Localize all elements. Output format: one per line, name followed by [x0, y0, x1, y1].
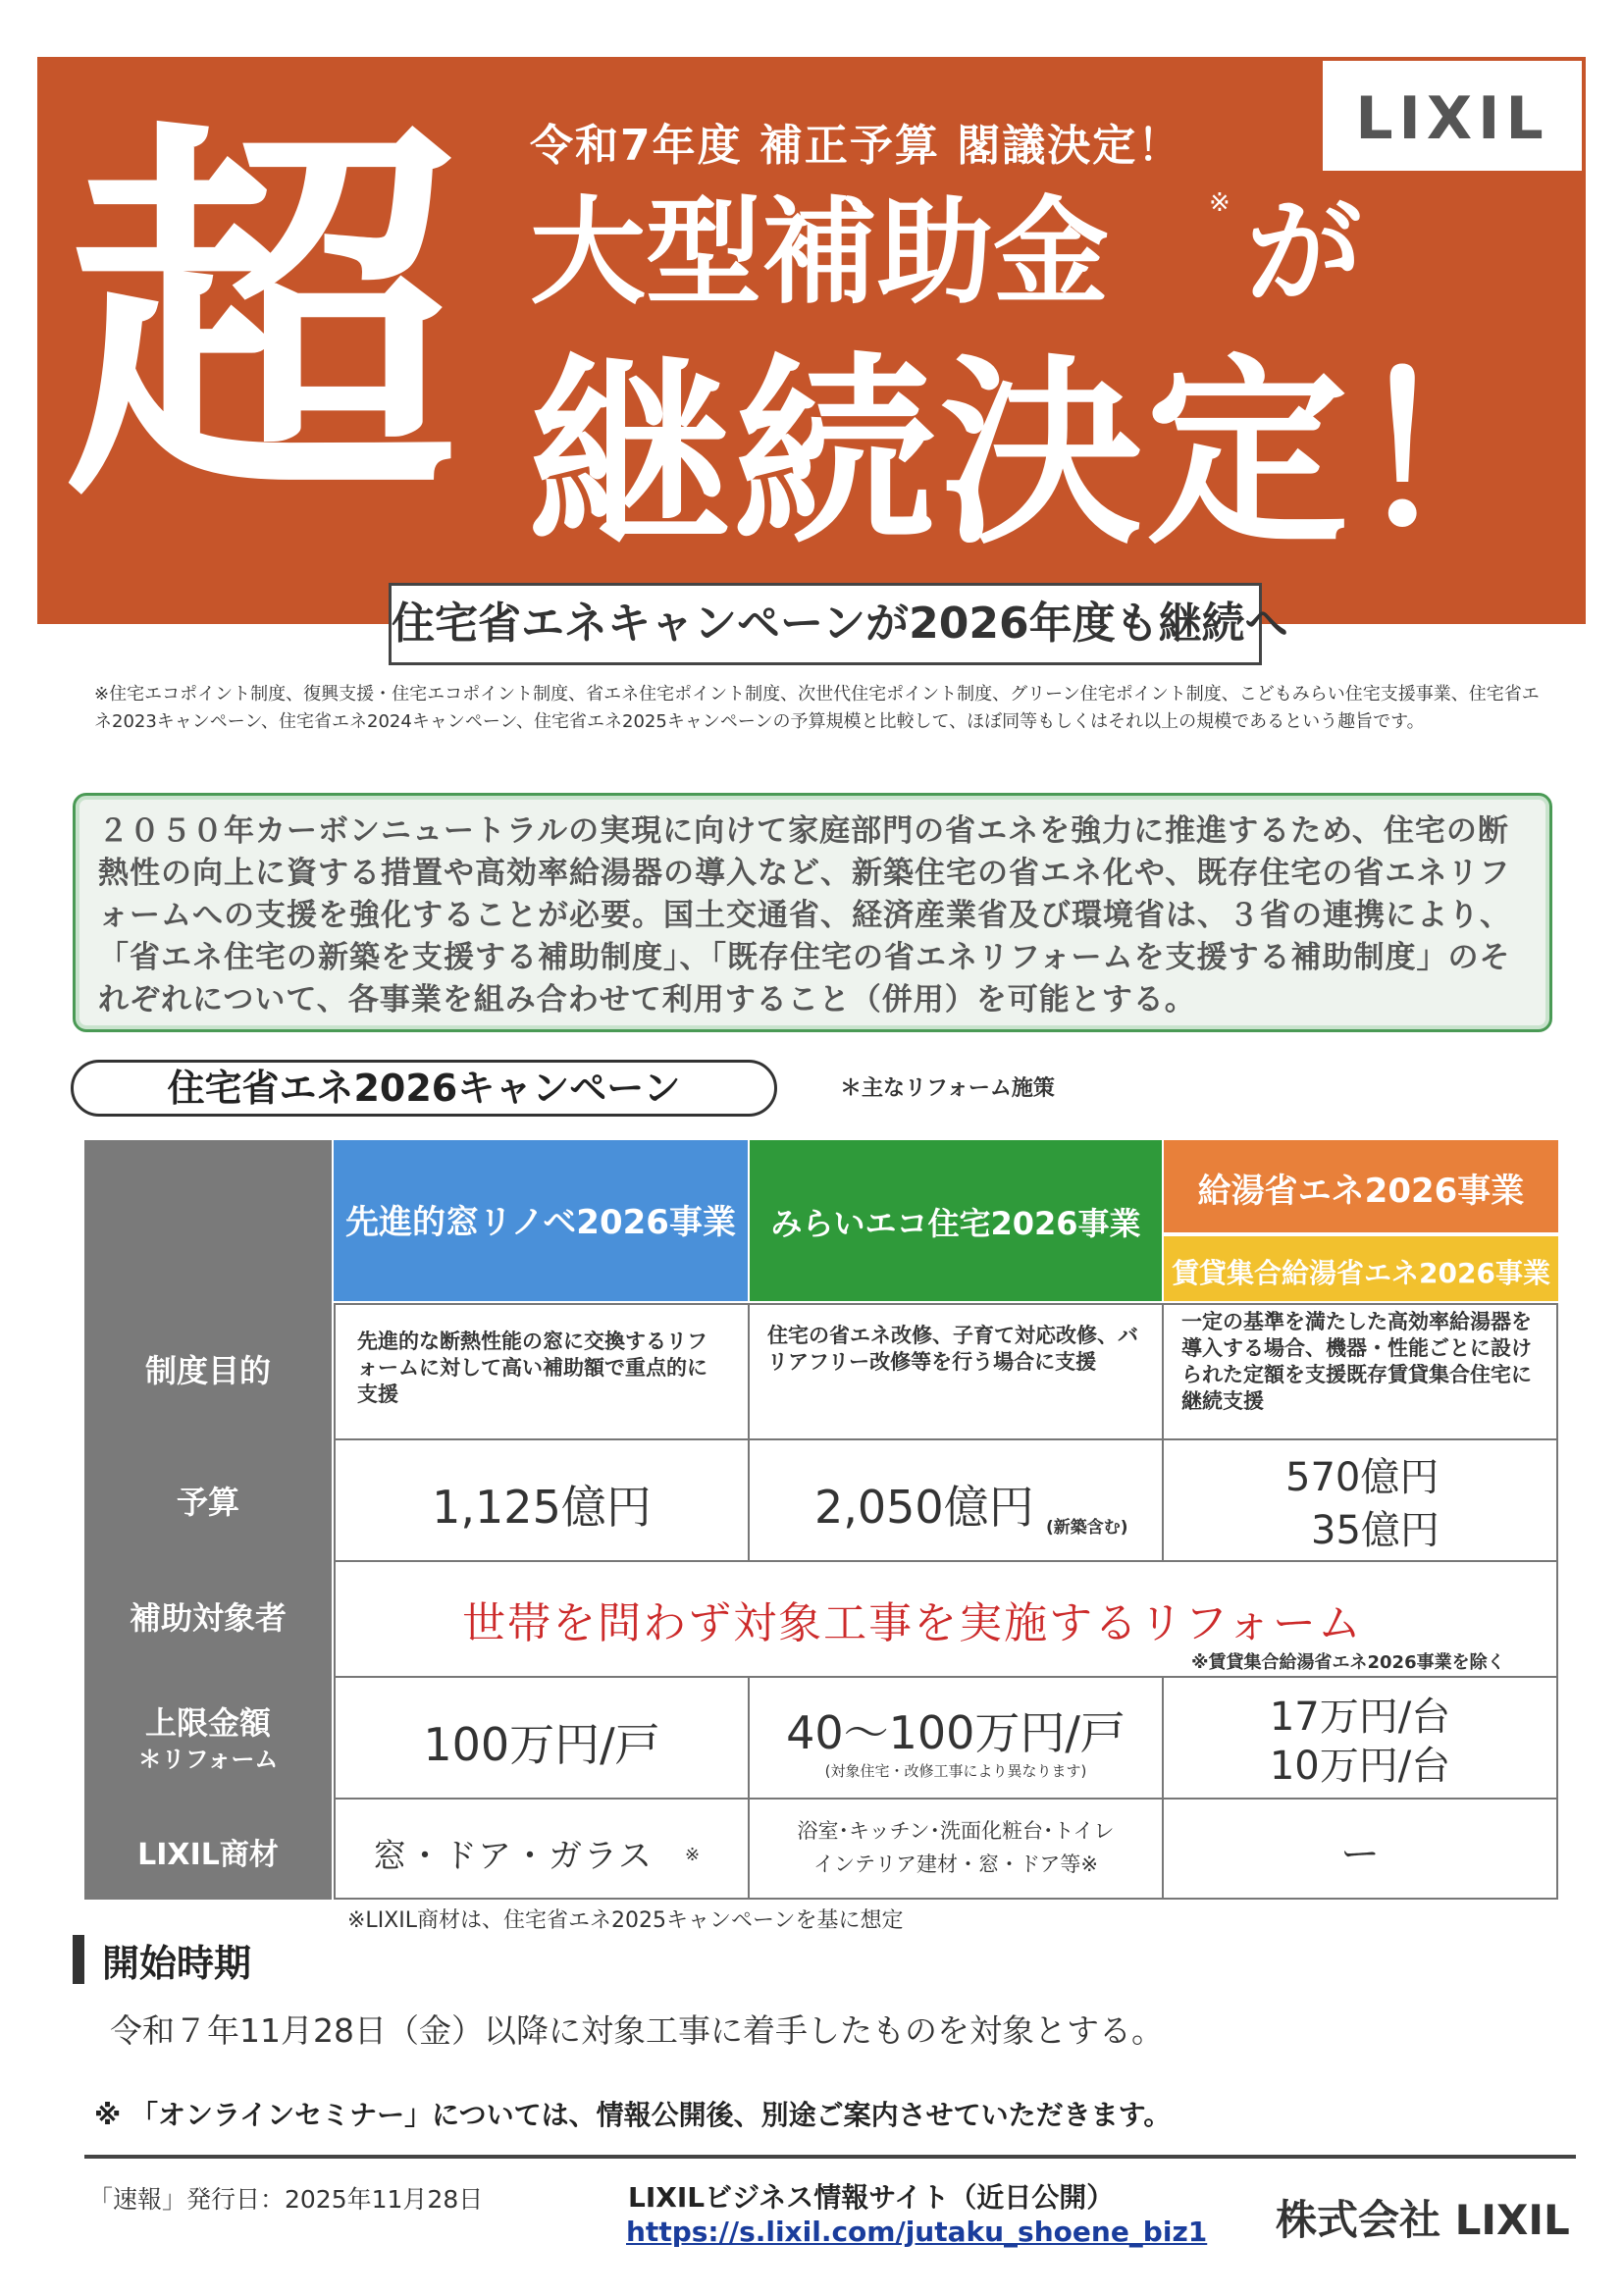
label-limit-sub: ＊リフォーム: [137, 1746, 279, 1773]
purpose-text-3: 一定の基準を満たした高効率給湯器を導入する場合、機器・性能ごとに設けられた定額を支援既存賃貸集合住宅に継続支援: [1181, 1310, 1532, 1413]
budget-2: 2,050億円: [814, 1481, 1034, 1534]
lixil-1: 窓・ドア・ガラス: [373, 1837, 654, 1876]
headline-asterisk: ※: [1209, 188, 1230, 218]
limit-3b: 10万円/台: [1269, 1744, 1451, 1789]
label-purpose: 制度目的: [144, 1352, 271, 1389]
limit-3a: 17万円/台: [1269, 1695, 1451, 1740]
lixil-2b: インテリア建材・窓・ドア等※: [813, 1852, 1098, 1876]
header-col2-label: みらいエコ住宅2026事業: [770, 1205, 1141, 1242]
header-col3-top-label: 給湯省エネ2026事業: [1197, 1172, 1525, 1211]
headline-particle: が: [1246, 184, 1363, 320]
target-note: ※賃貸集合給湯省エネ2026事業を除く: [1191, 1652, 1505, 1673]
label-limit: 上限金額: [144, 1704, 271, 1742]
limit-2-note: (対象住宅・改修工事により異なります): [824, 1762, 1087, 1780]
footnote: ※住宅エコポイント制度、復興支援・住宅エコポイント制度、省エネ住宅ポイント制度、次世代住宅ポイント制度、グリーン住宅ポイント制度、こどもみらい住宅支援事業、住宅省エネ2023キャンペーン、住宅省エネ2024キャンペーン、住宅省エネ2025キャンペーンの予算規模と比較して、ほぼ同等もしくはそれ以上の規模であるという趣旨です。: [94, 684, 1540, 732]
campaign-title-pill: 住宅省エネ2026キャンペーン: [71, 1060, 777, 1117]
issue-date: 「速報」発行日：2025年11月28日: [88, 2185, 484, 2214]
seminar-note: ※ 「オンラインセミナー」については、情報公開後、別途ご案内させていただきます。: [94, 2099, 1172, 2131]
budget-1: 1,125億円: [432, 1481, 652, 1534]
label-budget: 予算: [176, 1484, 239, 1521]
header-subtitle: 令和7年度 補正予算 閣議決定！: [530, 121, 1183, 171]
footer-rule: [84, 2155, 1576, 2159]
budget-2-note: (新築含む): [1046, 1518, 1128, 1538]
super-character: 超: [65, 93, 457, 549]
lixil-1-mark: ※: [685, 1845, 701, 1865]
company-name: 株式会社 LIXIL: [1276, 2196, 1570, 2244]
lixil-3: ー: [1340, 1832, 1380, 1877]
limit-1: 100万円/戸: [423, 1718, 660, 1771]
purpose-text-1: 先進的な断熱性能の窓に交換するリフォームに対して高い補助額で重点的に支援: [357, 1330, 707, 1406]
start-text: 令和７年11月28日（金）以降に対象工事に着手したものを対象とする。: [110, 2011, 1164, 2050]
site-title: LIXILビジネス情報サイト（近日公開）: [628, 2181, 1115, 2214]
budget-3a: 570億円: [1285, 1455, 1440, 1500]
target-text: 世帯を問わず対象工事を実施するリフォーム: [462, 1598, 1363, 1648]
lixil-2a: 浴室･キッチン･洗面化粧台･トイレ: [797, 1819, 1115, 1843]
table-bottom-note: ※LIXIL商材は、住宅省エネ2025キャンペーンを基に想定: [347, 1908, 904, 1933]
start-title: 開始時期: [102, 1942, 252, 1985]
header-col1-label: 先進的窓リノベ2026事業: [345, 1203, 736, 1242]
campaign-continuation-banner: 住宅省エネキャンペーンが2026年度も継続へ: [389, 583, 1262, 665]
info-text: ２０５０年カーボンニュートラルの実現に向けて家庭部門の省エネを強力に推進するため、住宅の断熱性の向上に資する措置や高効率給湯器の導入など、新築住宅の省エネ化や、既存住宅の省エネリフォームへの支援を強化することが必要。国土交通省、経済産業省及び環境省は、３省の連携により、「省エネ住宅の新築を支援する補助制度」、「既存住宅の省エネリフォームを支援する補助制度」のそれぞれについて、各事業を組み合わせて利用すること（併用）を可能とする。: [98, 813, 1511, 1018]
campaign-note: ＊主なリフォーム施策: [840, 1076, 1055, 1101]
limit-2: 40〜100万円/戸: [786, 1706, 1126, 1759]
headline-line2: 継続決定！: [528, 337, 1559, 572]
lixil-logo: LIXIL: [1355, 84, 1549, 153]
label-target: 補助対象者: [129, 1599, 287, 1637]
purpose-text-2: 住宅の省エネ改修、子育て対応改修、バリアフリー改修等を行う場合に支援: [767, 1324, 1138, 1374]
headline-line1: 大型補助金: [530, 184, 1110, 320]
section-marker: [73, 1935, 84, 1984]
site-url-link[interactable]: https://s.lixil.com/jutaku_shoene_biz1: [626, 2216, 1208, 2248]
budget-3b: 35億円: [1311, 1508, 1440, 1553]
label-lixil: LIXIL商材: [137, 1838, 279, 1872]
header-col3-bottom-label: 賃貸集合給湯省エネ2026事業: [1172, 1257, 1550, 1289]
